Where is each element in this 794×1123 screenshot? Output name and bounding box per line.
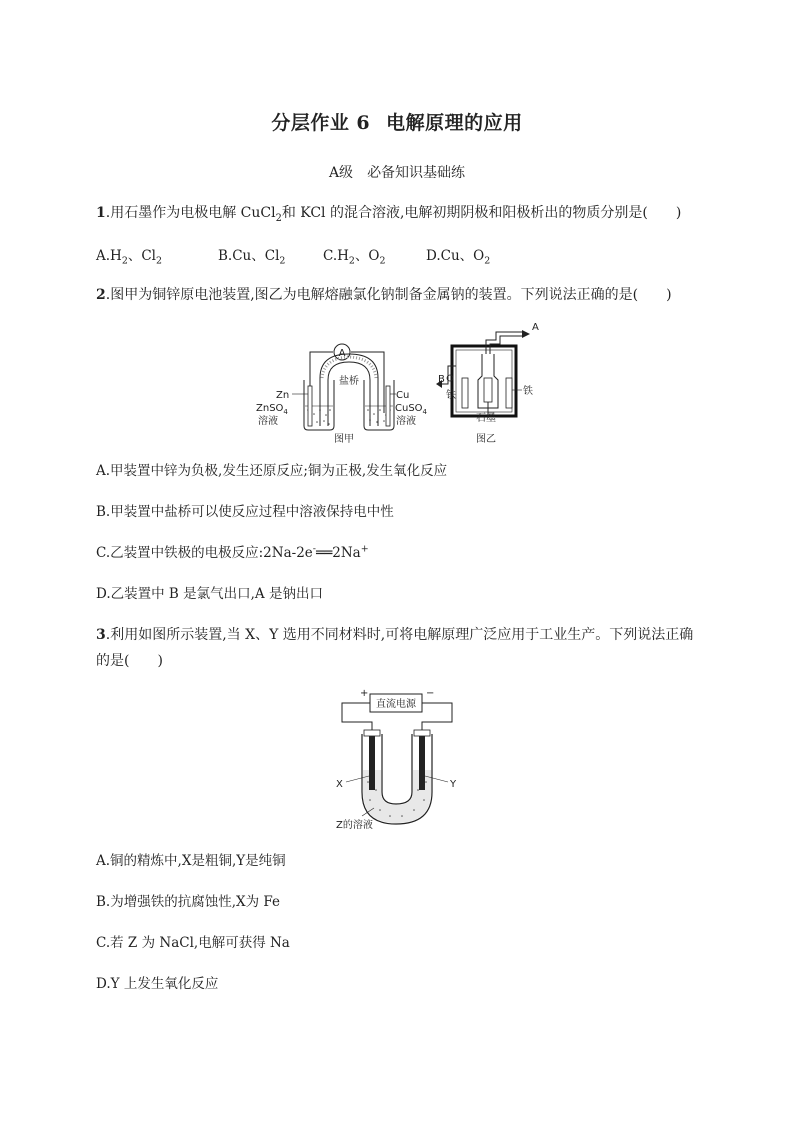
- q3-figure: [326, 686, 476, 832]
- plus-sign: +: [360, 688, 369, 699]
- level-heading: [0, 162, 794, 182]
- graphite-label: 石墨: [476, 413, 496, 424]
- zn-label: Zn: [276, 390, 290, 401]
- outlet-a-label: A: [532, 322, 539, 333]
- q3-text-line2: 的是(: [96, 653, 130, 669]
- salt-bridge-label: 盐桥: [339, 376, 359, 387]
- minus-sign: −: [426, 688, 435, 699]
- q2-option-c[interactable]: C.乙装置中铁极的电极反应:2Na-2e-══2Na+: [96, 543, 369, 561]
- q2-option-b[interactable]: B.甲装置中盐桥可以使反应过程中溶液保持电中性: [96, 504, 394, 520]
- solution-label: Z的溶液: [336, 820, 373, 831]
- q3-option-c[interactable]: C.若 Z 为 NaCl,电解可获得 Na: [96, 935, 290, 951]
- question-number: 2: [96, 287, 106, 303]
- solution-label-right: 溶液: [396, 416, 416, 427]
- level-name: 必备知识基础练: [367, 165, 466, 181]
- title-sub: 电解原理的应用: [386, 112, 523, 134]
- q1-option-b[interactable]: B.Cu、$Cl_2$: [218, 248, 286, 267]
- cuso4-label: CuSO$_4$: [395, 403, 428, 416]
- q2-option-d[interactable]: D.乙装置中 B 是氯气出口,A 是钠出口: [96, 586, 323, 602]
- title-main: 分层作业 6: [271, 112, 371, 134]
- electrode-x: [369, 736, 375, 790]
- question-number: 3: [96, 627, 106, 643]
- figure-jia: [256, 344, 428, 445]
- q1-text-a: .用石墨作为电极电解 CuCl: [105, 205, 276, 221]
- q1-option-d[interactable]: D.Cu、$O_2$: [426, 248, 491, 267]
- question-3-line2: [96, 650, 163, 672]
- solution-label-left: 溶液: [258, 416, 278, 427]
- znso4-label: ZnSO$_4$: [256, 403, 288, 416]
- q3-option-b[interactable]: B.为增强铁的抗腐蚀性,X为 Fe: [96, 894, 281, 910]
- caption-yi: 图乙: [476, 434, 496, 445]
- cu-label: Cu: [396, 390, 410, 401]
- zn-electrode: [308, 386, 312, 426]
- q1-sub: 2: [275, 212, 282, 224]
- caption-jia: 图甲: [334, 434, 354, 445]
- electrode-y: [419, 736, 425, 790]
- power-label: 直流电源: [376, 699, 416, 710]
- q1-paren: ): [675, 205, 682, 221]
- q1-options: [96, 244, 596, 266]
- y-label: Y: [450, 779, 457, 790]
- cu-electrode: [386, 386, 390, 426]
- iron-label-left: 铁: [446, 390, 456, 401]
- iron-label-right: 铁: [523, 386, 533, 397]
- q2-figure: [250, 318, 550, 448]
- x-label: X: [336, 779, 343, 790]
- q2-option-a[interactable]: A.甲装置中锌为负极,发生还原反应;铜为正极,发生氧化反应: [96, 463, 448, 479]
- figure-yi: [436, 322, 539, 445]
- ammeter-label: A: [338, 348, 346, 359]
- q2-text: .图甲为铜锌原电池装置,图乙为电解熔融氯化钠制备金属钠的装置。下列说法正确的是(: [105, 287, 639, 303]
- question-1: [96, 202, 716, 230]
- question-number: 1: [96, 205, 106, 221]
- graphite-electrode: [484, 378, 492, 402]
- question-2: [96, 284, 716, 306]
- q1-option-c[interactable]: $C.H_2$、$O_2$: [323, 248, 386, 267]
- question-3: [96, 624, 716, 646]
- q3-option-d[interactable]: D.Y 上发生氧化反应: [96, 976, 219, 992]
- q3-option-a[interactable]: A.铜的精炼中,X是粗铜,Y是纯铜: [96, 853, 286, 869]
- q2-paren: ): [666, 287, 672, 303]
- q3-paren: ): [157, 653, 163, 669]
- q3-text-line1: .利用如图所示装置,当 X、Y 选用不同材料时,可将电解原理广泛应用于工业生产。下列说法正确: [105, 627, 694, 643]
- outlet-b-label: B: [438, 374, 445, 385]
- page-title: [0, 108, 794, 135]
- q1-option-a[interactable]: $A.H_2$、$Cl_2$: [96, 248, 163, 267]
- level-grade: A级: [328, 165, 354, 181]
- q1-text-b: 和 KCl 的混合溶液,电解初期阴极和阳极析出的物质分别是(: [281, 205, 648, 221]
